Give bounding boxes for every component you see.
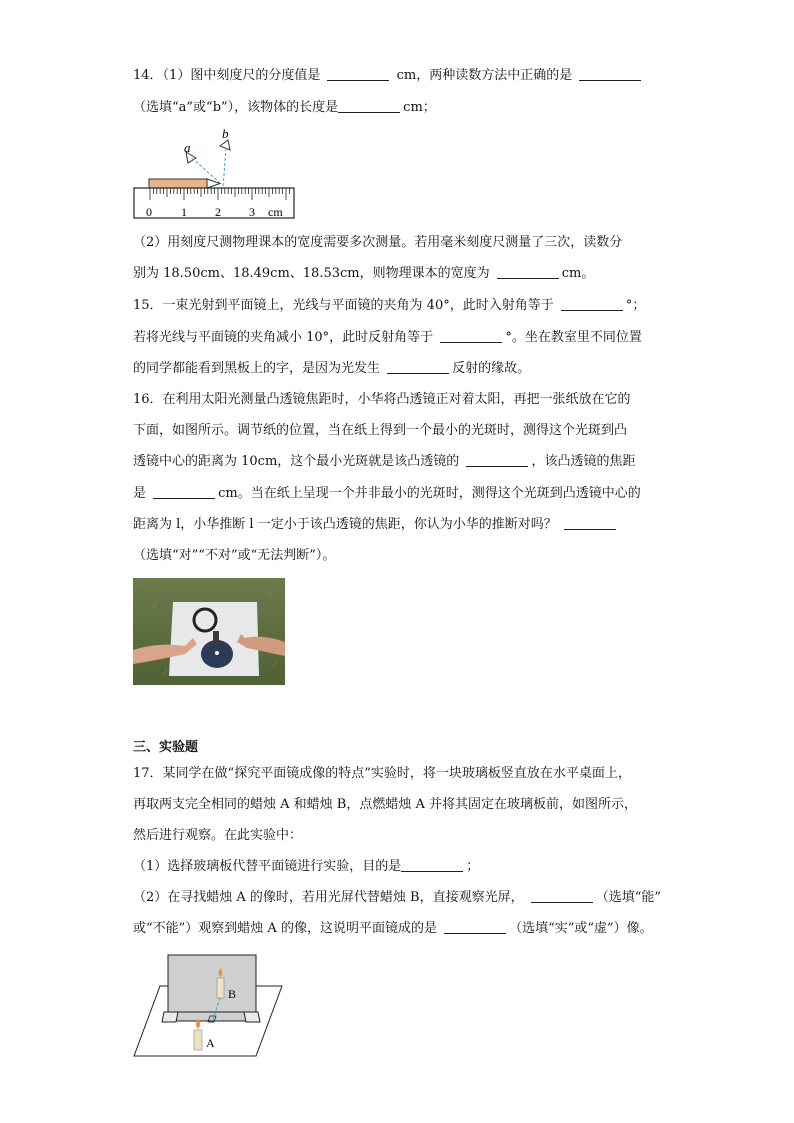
label-b: B bbox=[228, 987, 237, 1001]
q14-text: （选填“a”或“b”），该物体的长度是 bbox=[133, 100, 339, 115]
answer-blank[interactable] bbox=[497, 264, 559, 279]
q14-line1 bbox=[133, 66, 644, 86]
answer-blank[interactable] bbox=[561, 296, 623, 311]
q17-text: ； bbox=[466, 859, 480, 874]
q16-line4 bbox=[133, 484, 641, 504]
q16-line1: 16．在利用太阳光测量凸透镜焦距时，小华将凸透镜正对着太阳，再把一张纸放在它的 bbox=[133, 392, 631, 407]
q14-line3: （2）用刻度尺测物理课本的宽度需要多次测量。若用毫米刻度尺测量了三次，读数分 bbox=[133, 235, 623, 250]
eye-b-icon bbox=[220, 140, 230, 150]
answer-blank[interactable] bbox=[440, 328, 502, 343]
q17-line5 bbox=[133, 888, 661, 908]
candle-b bbox=[217, 978, 224, 998]
tick-label-cm: cm bbox=[268, 205, 283, 219]
q15-text: 反射的缘故。 bbox=[452, 361, 531, 376]
q16-line5 bbox=[133, 515, 619, 535]
answer-blank[interactable] bbox=[444, 919, 506, 934]
tick-label-2: 2 bbox=[215, 205, 221, 219]
sight-line-b bbox=[223, 148, 226, 188]
q14-text: cm，两种读数方法中正确的是 bbox=[396, 68, 573, 83]
tick-label-3: 3 bbox=[249, 205, 255, 219]
q17-line2: 再取两支完全相同的蜡烛 A 和蜡烛 B，点燃蜡烛 A 并将其固定在玻璃板前，如图所示， bbox=[133, 797, 637, 812]
tick-label-1: 1 bbox=[181, 205, 187, 219]
answer-blank[interactable] bbox=[401, 857, 463, 872]
q17-text: （2）在寻找蜡烛 A 的像时，若用光屏代替蜡烛 B，直接观察光屏， bbox=[133, 890, 524, 905]
label-a: A bbox=[206, 1036, 215, 1050]
mirror-experiment-figure bbox=[130, 952, 288, 1062]
section-title: 三、实验题 bbox=[133, 740, 199, 755]
q15-text: 15．一束光射到平面镜上，光线与平面镜的夹角为 40°，此时入射角等于 bbox=[133, 298, 554, 313]
q17-text: （选填“实”或“虚”）像。 bbox=[509, 921, 653, 936]
answer-blank[interactable] bbox=[338, 98, 400, 113]
q15-text: °； bbox=[625, 298, 646, 313]
answer-blank[interactable] bbox=[327, 66, 389, 81]
q16-text: ，该凸透镜的焦距 bbox=[531, 454, 636, 469]
q16-text: cm。当在纸上呈现一个并非最小的光斑时，测得这个光斑到凸透镜中心的 bbox=[218, 486, 641, 501]
stand-left bbox=[162, 1012, 178, 1022]
label-b: b bbox=[222, 126, 229, 141]
q15-line1 bbox=[133, 296, 645, 316]
q17-text: 或“不能”）观察到蜡烛 A 的像，这说明平面镜成的是 bbox=[133, 921, 437, 936]
q16-text: 透镜中心的距离为 10cm，这个最小光斑就是该凸透镜的 bbox=[133, 454, 460, 469]
answer-blank[interactable] bbox=[387, 359, 449, 374]
q17-line3: 然后进行观察。在此实验中： bbox=[133, 828, 303, 843]
q17-line6 bbox=[133, 919, 653, 939]
label-a: a bbox=[184, 140, 191, 155]
q17-line1: 17．某同学在做“探究平面镜成像的特点”实验时，将一块玻璃板竖直放在水平桌面上， bbox=[133, 766, 631, 781]
tick-label-0: 0 bbox=[146, 205, 152, 219]
object-tip bbox=[207, 179, 220, 188]
ruler-figure bbox=[130, 126, 300, 222]
q16-line3 bbox=[133, 452, 635, 472]
q17-line4 bbox=[133, 857, 479, 877]
q16-text: 是 bbox=[133, 486, 147, 501]
q14-text: cm； bbox=[403, 100, 436, 115]
answer-blank[interactable] bbox=[531, 888, 593, 903]
glass-plate bbox=[168, 955, 256, 1021]
answer-blank[interactable] bbox=[466, 452, 528, 467]
q14-line2 bbox=[133, 98, 436, 118]
q15-line2 bbox=[133, 328, 642, 348]
q14-text: 14．（1）图中刻度尺的分度值是 bbox=[133, 68, 321, 83]
answer-blank[interactable] bbox=[564, 515, 616, 530]
q15-text: °。坐在教室里不同位置 bbox=[505, 330, 642, 345]
candle-a bbox=[194, 1030, 202, 1050]
q17-text: （选填“能” bbox=[595, 890, 662, 905]
lens-photo bbox=[133, 578, 285, 685]
answer-blank[interactable] bbox=[579, 66, 641, 81]
q17-text: （1）选择玻璃板代替平面镜进行实验，目的是 bbox=[133, 859, 402, 874]
q14-text: 别为 18.50cm、18.49cm、18.53cm，则物理课本的宽度为 bbox=[133, 266, 490, 281]
q15-text: 的同学都能看到黑板上的字，是因为光发生 bbox=[133, 361, 381, 376]
q14-line4 bbox=[133, 264, 594, 284]
q16-line2: 下面，如图所示。调节纸的位置，当在纸上得到一个最小的光斑时，测得这个光斑到凸 bbox=[133, 423, 628, 438]
q15-text: 若将光线与平面镜的夹角减小 10°，此时反射角等于 bbox=[133, 330, 434, 345]
q15-line3 bbox=[133, 359, 530, 379]
q16-text: 距离为 l，小华推断 l 一定小于该凸透镜的焦距，你认为小华的推断对吗？ bbox=[133, 517, 557, 532]
measured-object bbox=[149, 179, 207, 188]
q16-line6: （选填“对”“不对”或“无法判断”）。 bbox=[133, 548, 336, 563]
q14-text: cm。 bbox=[561, 266, 595, 281]
answer-blank[interactable] bbox=[153, 484, 215, 499]
stand-right bbox=[244, 1012, 260, 1022]
